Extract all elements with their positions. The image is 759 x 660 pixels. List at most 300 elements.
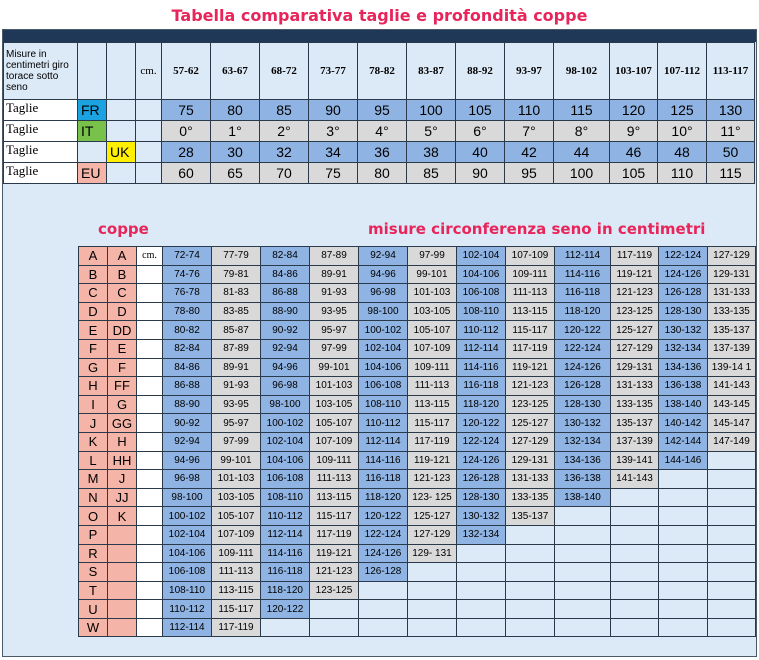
cup-letter-alt: C xyxy=(108,284,137,303)
cup-letter: A xyxy=(79,247,108,266)
bust-measure: 141-143 xyxy=(708,377,756,396)
bust-measure: 136-138 xyxy=(659,377,708,396)
bust-measure: 125-127 xyxy=(506,414,555,433)
bust-measure: 92-94 xyxy=(163,432,212,451)
chest-size-header: 103-107 xyxy=(610,43,658,100)
cup-letter-alt: H xyxy=(108,432,137,451)
cup-letter: S xyxy=(79,563,108,582)
size-value: 105 xyxy=(456,100,505,121)
bust-measure: 76-78 xyxy=(163,284,212,303)
bust-measure: 131-133 xyxy=(708,284,756,303)
bust-measure: 100-102 xyxy=(261,414,310,433)
bust-measure: 123-125 xyxy=(611,302,659,321)
bust-measure: 127-129 xyxy=(506,432,555,451)
size-row-it xyxy=(4,121,755,142)
bust-measure: 121-123 xyxy=(310,563,359,582)
bust-measure: 123-125 xyxy=(506,395,555,414)
bust-measure: 86-88 xyxy=(163,377,212,396)
bust-measure xyxy=(457,600,506,619)
bust-measure xyxy=(457,563,506,582)
bust-measure xyxy=(659,618,708,637)
bust-measure: 132-134 xyxy=(659,339,708,358)
bust-measure: 72-74 xyxy=(163,247,212,266)
cup-letter: N xyxy=(79,488,108,507)
size-value: 2° xyxy=(260,121,309,142)
size-value: 75 xyxy=(162,100,211,121)
cup-row-b xyxy=(79,265,756,284)
bust-measure: 115-117 xyxy=(408,414,457,433)
size-value: 65 xyxy=(211,163,260,184)
cup-letter: E xyxy=(79,321,108,340)
bust-measure xyxy=(611,525,659,544)
empty-cell xyxy=(137,525,163,544)
empty-cell xyxy=(137,377,163,396)
bust-measure xyxy=(457,581,506,600)
empty-cell xyxy=(137,451,163,470)
bust-measure xyxy=(359,618,408,637)
bust-measure: 113-115 xyxy=(408,395,457,414)
cup-letter: U xyxy=(79,600,108,619)
size-value: 44 xyxy=(554,142,610,163)
bust-measure xyxy=(506,525,555,544)
bust-measure xyxy=(659,563,708,582)
size-value: 120 xyxy=(610,100,658,121)
size-value: 100 xyxy=(554,163,610,184)
bust-measure xyxy=(611,544,659,563)
bust-measure: 99-101 xyxy=(408,265,457,284)
bust-measure: 84-86 xyxy=(163,358,212,377)
cup-letter: H xyxy=(79,377,108,396)
chest-size-header: 68-72 xyxy=(260,43,309,100)
bust-measure: 130-132 xyxy=(555,414,611,433)
bust-measure: 126-128 xyxy=(359,563,408,582)
bust-measure: 117-119 xyxy=(506,339,555,358)
bust-measure: 127-129 xyxy=(611,339,659,358)
bust-measure: 121-123 xyxy=(408,470,457,489)
bust-measure: 147-149 xyxy=(708,432,756,451)
bust-measure: 118-120 xyxy=(359,488,408,507)
size-value: 80 xyxy=(358,163,407,184)
empty-cell xyxy=(137,488,163,507)
bust-measure: 127-129 xyxy=(408,525,457,544)
bust-measure: 87-89 xyxy=(310,247,359,266)
cup-letter-alt xyxy=(108,525,137,544)
bust-measure: 134-136 xyxy=(659,358,708,377)
bust-measure: 108-110 xyxy=(163,581,212,600)
size-value: 115 xyxy=(554,100,610,121)
empty-cell xyxy=(136,163,162,184)
bust-measure xyxy=(708,581,756,600)
header-bar xyxy=(3,30,756,42)
bust-measure: 77-79 xyxy=(212,247,261,266)
country-code: IT xyxy=(78,121,107,142)
bust-measure: 97-99 xyxy=(408,247,457,266)
cup-letter: T xyxy=(79,581,108,600)
bust-measure: 124-126 xyxy=(659,265,708,284)
empty-cell xyxy=(137,563,163,582)
bust-measure: 117-119 xyxy=(310,525,359,544)
bust-measure xyxy=(506,544,555,563)
size-value: 36 xyxy=(358,142,407,163)
row-label: Taglie xyxy=(4,100,78,121)
size-value: 60 xyxy=(162,163,211,184)
size-value: 95 xyxy=(358,100,407,121)
cup-row-r xyxy=(79,544,756,563)
size-value: 110 xyxy=(505,100,554,121)
chest-size-header: 78-82 xyxy=(358,43,407,100)
bust-measure: 126-128 xyxy=(555,377,611,396)
empty-cell xyxy=(107,43,136,100)
bust-measure: 116-118 xyxy=(555,284,611,303)
size-value: 34 xyxy=(309,142,358,163)
bust-measure: 99-101 xyxy=(310,358,359,377)
size-value: 80 xyxy=(211,100,260,121)
chest-size-header: 83-87 xyxy=(407,43,456,100)
cup-row-s xyxy=(79,563,756,582)
cup-row-k xyxy=(79,432,756,451)
bust-measure: 92-94 xyxy=(359,247,408,266)
bust-measure: 137-139 xyxy=(611,432,659,451)
cup-row-i xyxy=(79,395,756,414)
bust-measure: 101-103 xyxy=(310,377,359,396)
bust-measure: 126-128 xyxy=(659,284,708,303)
bust-measure: 121-123 xyxy=(611,284,659,303)
bust-measure: 102-104 xyxy=(359,339,408,358)
bust-measure: 94-96 xyxy=(163,451,212,470)
bust-measure: 133-135 xyxy=(708,302,756,321)
bust-measure: 142-144 xyxy=(659,432,708,451)
chest-size-header: 73-77 xyxy=(309,43,358,100)
bust-measure: 95-97 xyxy=(310,321,359,340)
bust-measure: 145-147 xyxy=(708,414,756,433)
bust-measure: 138-140 xyxy=(555,488,611,507)
cup-row-n xyxy=(79,488,756,507)
bust-measure: 107-109 xyxy=(506,247,555,266)
bust-measure xyxy=(506,618,555,637)
bust-measure: 81-83 xyxy=(212,284,261,303)
bust-measure: 106-108 xyxy=(359,377,408,396)
bust-measure: 113-115 xyxy=(310,488,359,507)
size-value: 90 xyxy=(456,163,505,184)
size-value: 90 xyxy=(309,100,358,121)
bust-measure: 109-111 xyxy=(212,544,261,563)
bust-measure: 143-145 xyxy=(708,395,756,414)
cup-row-c xyxy=(79,284,756,303)
bust-measure: 105-107 xyxy=(310,414,359,433)
cup-row-o xyxy=(79,507,756,526)
bust-measure xyxy=(708,507,756,526)
empty-cell xyxy=(137,339,163,358)
bust-measure: 137-139 xyxy=(708,339,756,358)
bust-measure: 135-137 xyxy=(708,321,756,340)
cups-label: coppe xyxy=(98,220,149,238)
bust-measure: 131-133 xyxy=(506,470,555,489)
bust-measure: 89-91 xyxy=(310,265,359,284)
cup-row-f xyxy=(79,339,756,358)
bust-measure: 87-89 xyxy=(212,339,261,358)
chest-size-header: 57-62 xyxy=(162,43,211,100)
bust-measure: 122-124 xyxy=(659,247,708,266)
bust-measure: 113-115 xyxy=(506,302,555,321)
bust-measure: 118-120 xyxy=(457,395,506,414)
bust-measure xyxy=(310,600,359,619)
empty-cell xyxy=(107,121,136,142)
bust-measure: 111-113 xyxy=(310,470,359,489)
cup-letter-alt xyxy=(108,600,137,619)
bust-measure xyxy=(708,470,756,489)
bust-measure: 104-106 xyxy=(163,544,212,563)
bust-measure: 103-105 xyxy=(310,395,359,414)
bust-measure: 102-104 xyxy=(457,247,506,266)
bust-measure: 106-108 xyxy=(261,470,310,489)
cup-letter-alt xyxy=(108,563,137,582)
bust-measure xyxy=(708,451,756,470)
cup-row-j xyxy=(79,414,756,433)
bust-measure: 79-81 xyxy=(212,265,261,284)
cup-letter-alt xyxy=(108,581,137,600)
bust-measure xyxy=(611,600,659,619)
cup-letter-alt: D xyxy=(108,302,137,321)
bust-measure: 83-85 xyxy=(212,302,261,321)
page-title: Tabella comparativa taglie e profondità coppe xyxy=(171,6,588,25)
bust-measure: 107-109 xyxy=(310,432,359,451)
unit-label: cm. xyxy=(136,43,162,100)
cup-letter: D xyxy=(79,302,108,321)
bust-measure: 94-96 xyxy=(261,358,310,377)
empty-cell xyxy=(78,142,107,163)
bust-measure: 130-132 xyxy=(457,507,506,526)
bust-measure: 120-122 xyxy=(359,507,408,526)
bust-measure: 101-103 xyxy=(408,284,457,303)
cup-row-u xyxy=(79,600,756,619)
cup-letter: F xyxy=(79,339,108,358)
size-value: 8° xyxy=(554,121,610,142)
bust-measure: 112-114 xyxy=(555,247,611,266)
bust-measure xyxy=(457,618,506,637)
bust-measure: 124-126 xyxy=(359,544,408,563)
bust-measure: 101-103 xyxy=(212,470,261,489)
size-value: 4° xyxy=(358,121,407,142)
chest-size-header: 88-92 xyxy=(456,43,505,100)
size-value: 40 xyxy=(456,142,505,163)
empty-cell xyxy=(137,618,163,637)
size-value: 46 xyxy=(610,142,658,163)
bust-measure: 104-106 xyxy=(261,451,310,470)
bust-measure: 125-127 xyxy=(611,321,659,340)
cup-letter-alt: A xyxy=(108,247,137,266)
bust-measure: 124-126 xyxy=(555,358,611,377)
cup-letter-alt: J xyxy=(108,470,137,489)
bust-measure: 97-99 xyxy=(212,432,261,451)
bust-measure: 104-106 xyxy=(457,265,506,284)
bust-measure xyxy=(506,563,555,582)
size-value: 130 xyxy=(707,100,755,121)
size-value: 95 xyxy=(505,163,554,184)
size-value: 105 xyxy=(610,163,658,184)
unit-label: cm. xyxy=(137,247,163,266)
bust-measure: 91-93 xyxy=(212,377,261,396)
bust-measure xyxy=(708,544,756,563)
size-value: 9° xyxy=(610,121,658,142)
size-value: 10° xyxy=(658,121,707,142)
bust-measure xyxy=(659,600,708,619)
bust-measure xyxy=(708,488,756,507)
empty-cell xyxy=(136,100,162,121)
size-value: 30 xyxy=(211,142,260,163)
bust-measure: 104-106 xyxy=(359,358,408,377)
bust-measure xyxy=(506,581,555,600)
cup-letter: L xyxy=(79,451,108,470)
bust-measure: 134-136 xyxy=(555,451,611,470)
bust-measure: 93-95 xyxy=(310,302,359,321)
cup-row-m xyxy=(79,470,756,489)
bust-measure: 78-80 xyxy=(163,302,212,321)
bust-measure: 123-125 xyxy=(310,581,359,600)
cup-sizes-table xyxy=(78,246,756,637)
bust-measure: 105-107 xyxy=(408,321,457,340)
bust-measure: 100-102 xyxy=(163,507,212,526)
bust-measure: 97-99 xyxy=(310,339,359,358)
bust-measure: 141-143 xyxy=(611,470,659,489)
bust-measure: 144-146 xyxy=(659,451,708,470)
empty-cell xyxy=(107,163,136,184)
bust-measure: 132-134 xyxy=(555,432,611,451)
cup-letter: C xyxy=(79,284,108,303)
bust-measure xyxy=(555,581,611,600)
bust-measure: 136-138 xyxy=(555,470,611,489)
bust-measure xyxy=(555,507,611,526)
chest-size-header: 93-97 xyxy=(505,43,554,100)
bust-measure: 132-134 xyxy=(457,525,506,544)
size-value: 48 xyxy=(658,142,707,163)
bust-measure: 114-116 xyxy=(555,265,611,284)
bust-measure: 107-109 xyxy=(408,339,457,358)
size-value: 1° xyxy=(211,121,260,142)
size-value: 75 xyxy=(309,163,358,184)
size-value: 5° xyxy=(407,121,456,142)
bust-measure: 129- 131 xyxy=(408,544,457,563)
bust-measure xyxy=(708,618,756,637)
cup-letter-alt: DD xyxy=(108,321,137,340)
bust-measure: 109-111 xyxy=(408,358,457,377)
bust-measure xyxy=(659,581,708,600)
cup-letter: I xyxy=(79,395,108,414)
bust-measure: 96-98 xyxy=(261,377,310,396)
bust-measure: 118-120 xyxy=(261,581,310,600)
size-comparison-table xyxy=(2,29,757,657)
bust-measure xyxy=(708,525,756,544)
bust-measure: 107-109 xyxy=(212,525,261,544)
bust-measure: 116-118 xyxy=(457,377,506,396)
bust-measure: 96-98 xyxy=(163,470,212,489)
bust-measure: 120-122 xyxy=(457,414,506,433)
empty-cell xyxy=(137,358,163,377)
bust-measure: 88-90 xyxy=(261,302,310,321)
bust-measure xyxy=(555,563,611,582)
cup-letter: M xyxy=(79,470,108,489)
bust-measure: 119-121 xyxy=(506,358,555,377)
bust-measure: 109-111 xyxy=(506,265,555,284)
bust-measure: 85-87 xyxy=(212,321,261,340)
cup-row-g xyxy=(79,358,756,377)
bust-measure: 123- 125 xyxy=(408,488,457,507)
cup-letter-alt: FF xyxy=(108,377,137,396)
size-value: 3° xyxy=(309,121,358,142)
bust-measure xyxy=(555,525,611,544)
bust-measure: 119-121 xyxy=(310,544,359,563)
bust-measure: 86-88 xyxy=(261,284,310,303)
size-value: 38 xyxy=(407,142,456,163)
bust-measure: 90-92 xyxy=(163,414,212,433)
cup-letter: P xyxy=(79,525,108,544)
bust-measure: 108-110 xyxy=(261,488,310,507)
cup-letter: W xyxy=(79,618,108,637)
bust-measure: 114-116 xyxy=(261,544,310,563)
bust-measure: 103-105 xyxy=(408,302,457,321)
bust-measure: 112-114 xyxy=(163,618,212,637)
size-value: 42 xyxy=(505,142,554,163)
bust-measure: 106-108 xyxy=(457,284,506,303)
bust-measure: 122-124 xyxy=(555,339,611,358)
cup-letter: B xyxy=(79,265,108,284)
bust-measure xyxy=(310,618,359,637)
bust-measure: 116-118 xyxy=(261,563,310,582)
bust-measure: 119-121 xyxy=(611,265,659,284)
size-value: 32 xyxy=(260,142,309,163)
bust-measure: 94-96 xyxy=(359,265,408,284)
bust-measure: 135-137 xyxy=(506,507,555,526)
empty-cell xyxy=(137,544,163,563)
empty-cell xyxy=(137,321,163,340)
cup-letter-alt xyxy=(108,544,137,563)
size-value: 7° xyxy=(505,121,554,142)
cup-letter-alt: HH xyxy=(108,451,137,470)
bust-measure xyxy=(506,600,555,619)
bust-measure: 90-92 xyxy=(261,321,310,340)
row-label: Taglie xyxy=(4,163,78,184)
bust-measure: 121-123 xyxy=(506,377,555,396)
bust-measure: 108-110 xyxy=(359,395,408,414)
empty-cell xyxy=(137,600,163,619)
cup-letter-alt: B xyxy=(108,265,137,284)
cup-letter-alt xyxy=(108,618,137,637)
empty-cell xyxy=(107,100,136,121)
bust-measure: 82-84 xyxy=(163,339,212,358)
bust-measure: 103-105 xyxy=(212,488,261,507)
bust-measure: 129-131 xyxy=(708,265,756,284)
size-value: 85 xyxy=(407,163,456,184)
bust-measure: 129-131 xyxy=(506,451,555,470)
empty-cell xyxy=(137,470,163,489)
chest-size-header: 63-67 xyxy=(211,43,260,100)
empty-cell xyxy=(137,302,163,321)
bust-measure: 96-98 xyxy=(359,284,408,303)
size-value: 115 xyxy=(707,163,755,184)
bust-measure: 120-122 xyxy=(555,321,611,340)
empty-cell xyxy=(137,414,163,433)
bust-measure: 129-131 xyxy=(611,358,659,377)
bust-measure xyxy=(555,544,611,563)
bust-measure xyxy=(611,507,659,526)
bust-measure xyxy=(359,581,408,600)
empty-cell xyxy=(137,284,163,303)
cup-row-e xyxy=(79,321,756,340)
bust-measure xyxy=(659,470,708,489)
size-value: 70 xyxy=(260,163,309,184)
cup-row-h xyxy=(79,377,756,396)
bust-measure: 128-130 xyxy=(555,395,611,414)
bust-measure: 117-119 xyxy=(611,247,659,266)
